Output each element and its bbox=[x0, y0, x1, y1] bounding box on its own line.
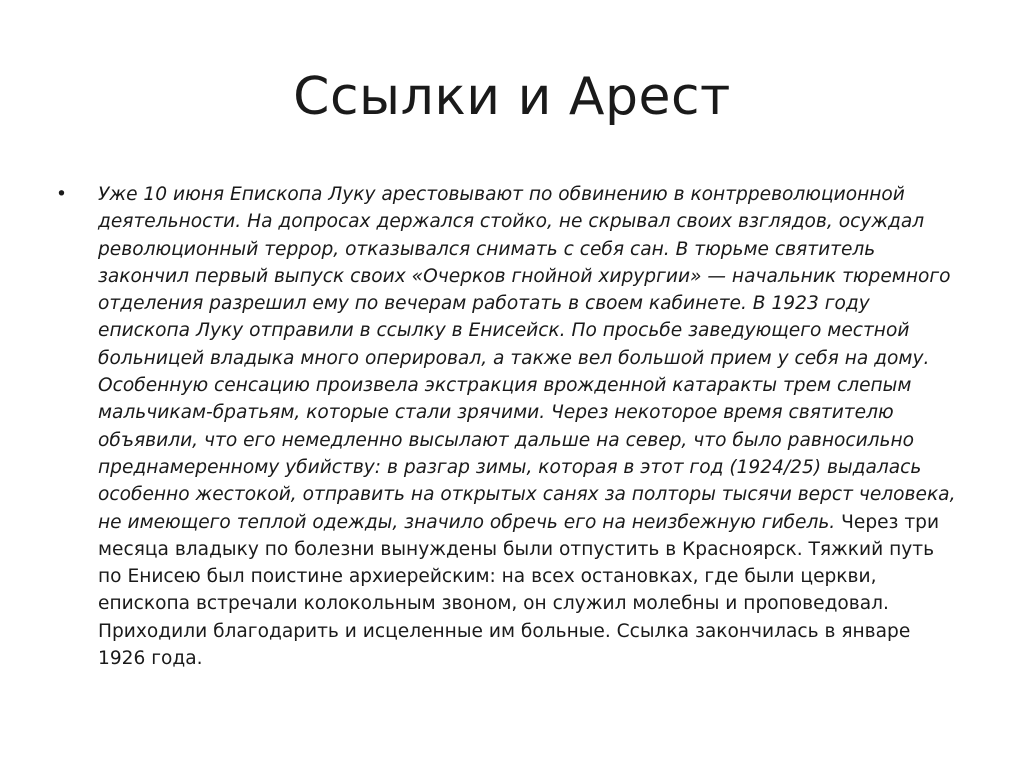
slide-title: Ссылки и Арест bbox=[293, 67, 731, 127]
bullet-item bbox=[56, 181, 956, 672]
paragraph-italic-text: Уже 10 июня Епископа Луку арестовывают по обвинению в контрреволюционной деятельности. На допросах держался стойко, не скрывал своих взглядов, осуждал революционный террор, отказывался снимать с себя сан. В тюрьме святитель закончил первый выпуск своих «Очерков гнойной хирургии» — начальник тюремного отделения разрешил ему по вечерам работать в своем кабинете. В 1923 году епископа Луку отправили в ссылку в Енисейск. По просьбе заведующего местной больницей владыка много оперировал, а также вел большой прием у себя на дому. Особенную сенсацию произвела экстракция врожденной катаракты трем слепым мальчикам-братьям, которые стали зрячими. Через некоторое время святителю объявили, что его немедленно высылают дальше на север, что было равносильно преднамеренному убийству: в разгар зимы, которая в этот год (1924/25) выдалась особенно жестокой, отправить на открытых санях за полторы тысячи верст человека, не имеющего теплой одежды, значило обречь его на неизбежную гибель. bbox=[98, 184, 956, 533]
bullet-list bbox=[56, 181, 956, 672]
paragraph-normal-text: Через три месяца владыку по болезни вынуждены были отпустить в Красноярск. Тяжкий путь по Енисею был поистине архиерейским: на всех остановках, где были церкви, епископа встречали колокольным звоном, он служил молебны и проповедовал. Приходили благодарить и исцеленные им больные. Ссылка закончилась в январе 1926 года. bbox=[98, 511, 940, 670]
bullet-marker: • bbox=[56, 184, 67, 205]
